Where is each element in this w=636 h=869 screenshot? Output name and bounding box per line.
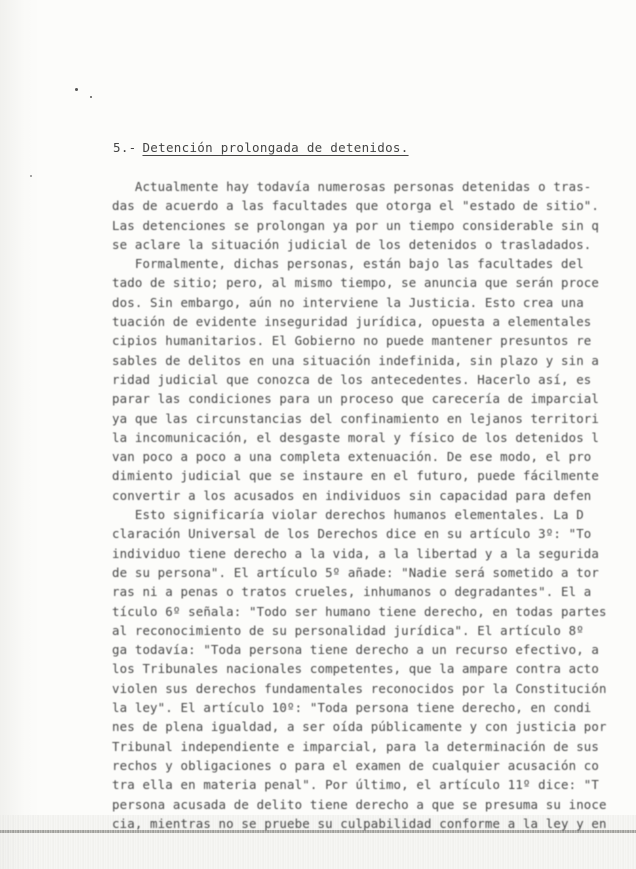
text-line: convertir a los acusados en individuos sin capacidad para defen	[112, 487, 592, 503]
text-line: das de acuerdo a las facultades que otorga el "estado de sitio".	[112, 198, 600, 214]
section-title: Detención prolongada de detenidos.	[142, 140, 409, 155]
text-line: tuación de evidente inseguridad jurídica, opuesta a elementales	[112, 314, 592, 330]
text-line: de su persona". El artículo 5º añade: "Nadie será sometido a tor	[112, 564, 600, 580]
text-line: ridad judicial que conozca de los antecedentes. Hacerlo así, es	[112, 371, 592, 387]
text-line: ras ni a penas o tratos crueles, inhumanos o degradantes". El a	[112, 584, 592, 600]
text-line: tado de sitio; pero, al mismo tiempo, se anuncia que serán proce	[112, 275, 600, 291]
text-line: Actualmente hay todavía numerosas personas detenidas o tras-	[112, 179, 592, 194]
section-heading	[113, 140, 409, 155]
text-line: violen sus derechos fundamentales reconocidos por la Constitución	[112, 680, 607, 696]
scan-speck	[75, 88, 78, 91]
text-line: claración Universal de los Derechos dice en su artículo 3º: "To	[112, 526, 592, 542]
body-text	[112, 177, 624, 833]
text-line: tículo 6º señala: "Todo ser humano tiene derecho, en todas partes	[112, 603, 607, 619]
text-line: los Tribunales nacionales competentes, que la ampare contra acto	[112, 661, 600, 677]
text-line: dos. Sin embargo, aún no interviene la Justicia. Esto crea una	[112, 294, 584, 310]
text-line: ga todavía: "Toda persona tiene derecho a un recurso efectivo, a	[112, 642, 600, 658]
text-line: tra ella en materia penal". Por último, el artículo 11º dice: "T	[112, 777, 600, 793]
text-line: al reconocimiento de su personalidad jurídica". El artículo 8º	[112, 622, 584, 638]
scan-speck	[90, 96, 92, 98]
text-line: nes de plena igualdad, a ser oída públicamente y con justicia por	[112, 719, 607, 735]
text-line: persona acusada de delito tiene derecho a que se presuma su inoce	[112, 796, 607, 812]
text-line: se aclare la situación judicial de los detenidos o trasladados.	[112, 236, 592, 252]
text-line: Tribunal independiente e imparcial, para la determinación de sus	[112, 738, 600, 754]
scan-shadow-left	[0, 0, 42, 869]
section-number: 5.-	[113, 140, 137, 155]
text-line: la incomunicación, el desgaste moral y físico de los detenidos l	[112, 429, 600, 445]
text-line: individuo tiene derecho a la vida, a la libertad y a la segurida	[112, 545, 600, 561]
text-line: ya que las circunstancias del confinamiento en lejanos territori	[112, 410, 600, 426]
text-line: parar las condiciones para un proceso que carecería de imparcial	[112, 391, 600, 407]
text-line: cia, mientras no se pruebe su culpabilidad conforme a la ley y en	[112, 815, 607, 831]
text-line: Formalmente, dichas personas, están bajo las facultades del	[112, 256, 584, 272]
text-line: sables de delitos en una situación indefinida, sin plazo y sin a	[112, 352, 600, 368]
text-line: rechos y obligaciones o para el examen de cualquier acusación co	[112, 757, 600, 773]
text-line: cipios humanitarios. El Gobierno no puede mantener presuntos re	[112, 333, 592, 349]
text-line: la ley". El artículo 10º: "Toda persona tiene derecho, en condi	[112, 700, 592, 716]
text-line: dimiento judicial que se instaure en el futuro, puede fácilmente	[112, 468, 600, 484]
text-line: Las detenciones se prolongan ya por un tiempo considerable sin q	[112, 217, 600, 233]
text-line: Esto significaría violar derechos humanos elementales. La D	[112, 507, 584, 523]
text-line: van poco a poco a una completa extenuación. De ese modo, el pro	[112, 449, 592, 465]
scan-speck	[30, 175, 32, 177]
